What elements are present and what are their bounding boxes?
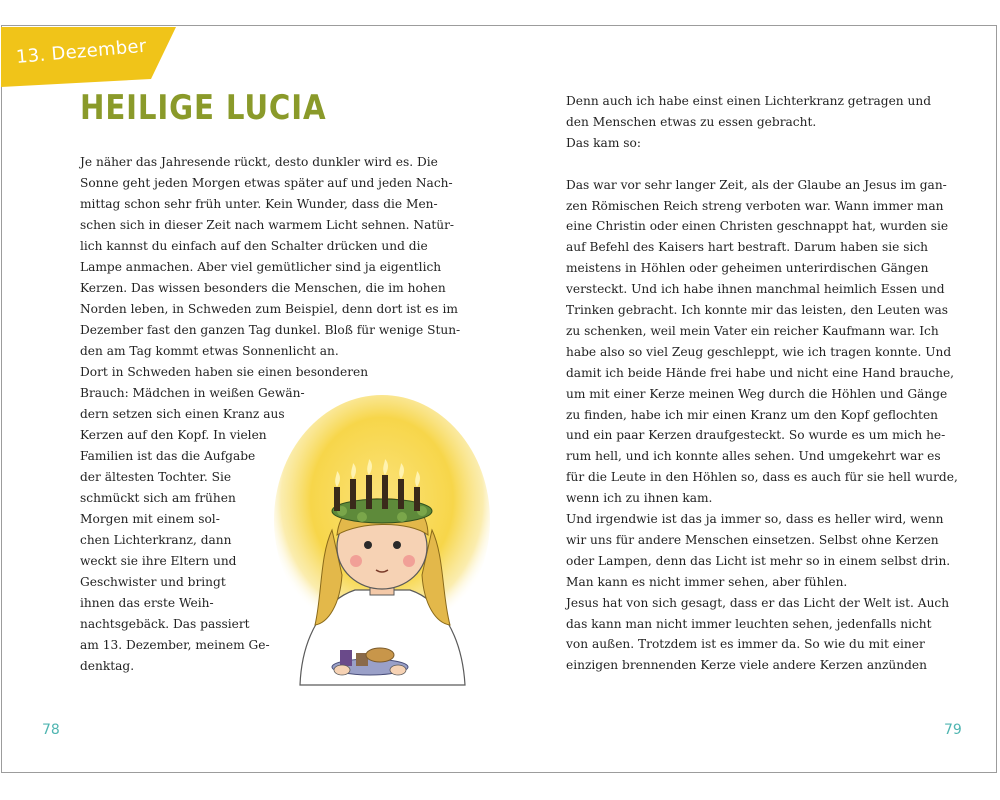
text-line: ihnen das erste Weih-: [80, 596, 214, 610]
text-line: damit ich beide Hände frei habe und nicht eine Hand brauche,: [566, 365, 955, 380]
text-line: oder Lampen, denn das Licht ist mehr so in einem selbst drin.: [566, 553, 951, 568]
text-line: schen sich in dieser Zeit nach warmem Licht sehnen. Natür-: [80, 218, 455, 232]
text-line: wir uns für andere Menschen einsetzen. Selbst ohne Kerzen: [566, 532, 939, 547]
text-line: das kann man nicht immer leuchten sehen, jedenfalls nicht: [566, 616, 932, 631]
text-line: weckt sie ihre Eltern und: [80, 554, 237, 568]
text-line: Norden leben, in Schweden zum Beispiel, denn dort ist es im: [80, 302, 458, 316]
text-line: chen Lichterkranz, dann: [80, 533, 232, 547]
text-line: meistens in Höhlen oder geheimen unterirdischen Gängen: [566, 261, 929, 276]
text-line: zu finden, habe ich mir einen Kranz um den Kopf geflochten: [566, 407, 939, 422]
text-line: nachtsgebäck. Das passiert: [80, 617, 250, 631]
text-line: zu schenken, weil mein Vater ein reicher Kaufmann war. Ich: [566, 323, 939, 338]
text-line: um mit einer Kerze meinen Weg durch die Höhlen und Gänge: [566, 386, 948, 401]
text-line: und ein paar Kerzen draufgesteckt. So wurde es um mich he-: [566, 428, 946, 443]
text-line: den Menschen etwas zu essen gebracht.: [566, 114, 817, 129]
text-line: Das kam so:: [566, 135, 641, 150]
lucia-girl-with-candle-wreath-icon: [270, 395, 495, 695]
date-label: 13. Dezember: [15, 35, 148, 68]
text-line: Dezember fast den ganzen Tag dunkel. Bloß für wenige Stun-: [80, 323, 461, 337]
text-line: Kerzen auf den Kopf. In vielen: [80, 428, 267, 442]
text-line: Jesus hat von sich gesagt, dass er das Licht der Welt ist. Auch: [566, 595, 950, 610]
text-line: denktag.: [80, 659, 135, 673]
text-line: Und irgendwie ist das ja immer so, dass es heller wird, wenn: [566, 512, 944, 526]
text-line: den am Tag kommt etwas Sonnenlicht an.: [80, 344, 339, 358]
text-line: Brauch: Mädchen in weißen Gewän-: [80, 386, 305, 400]
text-line: auf Befehl des Kaisers hart bestraft. Darum haben sie sich: [566, 240, 929, 255]
text-line: Trinken gebracht. Ich konnte mir das leisten, den Leuten was: [566, 303, 949, 317]
page-number-left: 78: [42, 722, 60, 738]
text-line: Das war vor sehr langer Zeit, als der Glaube an Jesus im gan-: [566, 177, 947, 192]
text-line: habe also so viel Zeug geschleppt, wie ich tragen konnte. Und: [566, 344, 952, 359]
text-line: rum hell, und ich konnte alles sehen. Und umgekehrt war es: [566, 449, 941, 464]
text-line: wenn ich zu ihnen kam.: [566, 491, 713, 506]
text-line: Lampe anmachen. Aber viel gemütlicher sind ja eigentlich: [80, 260, 442, 274]
text-line: Man kann es nicht immer sehen, aber fühlen.: [566, 574, 848, 589]
lucia-illustration: [270, 395, 495, 695]
text-line: dern setzen sich einen Kranz aus: [80, 407, 285, 421]
text-line: einzigen brennenden Kerze viele andere Kerzen anzünden: [566, 658, 927, 673]
text-line: Denn auch ich habe einst einen Lichterkranz getragen und: [566, 94, 932, 108]
text-line: versteckt. Und ich habe ihnen manchmal heimlich Essen und: [566, 282, 945, 297]
text-line: schmückt sich am frühen: [80, 491, 236, 505]
text-line: der ältesten Tochter. Sie: [80, 470, 232, 484]
text-line: Geschwister und bringt: [80, 575, 226, 589]
text-line: von außen. Trotzdem ist es immer da. So wie du mit einer: [566, 637, 925, 652]
page-number-right: 79: [944, 722, 962, 738]
text-line: für die Leute in den Höhlen so, dass es auch für sie hell wurde,: [566, 470, 958, 485]
text-line: Je näher das Jahresende rückt, desto dunkler wird es. Die: [80, 155, 438, 169]
text-line: Familien ist das die Aufgabe: [80, 449, 256, 463]
text-line: Dort in Schweden haben sie einen besonderen: [80, 365, 369, 379]
text-line: lich kannst du einfach auf den Schalter drücken und die: [80, 239, 428, 253]
page-title: HEILIGE LUCIA: [80, 88, 327, 128]
text-line: Kerzen. Das wissen besonders die Menschen, die im hohen: [80, 281, 446, 295]
text-line: zen Römischen Reich streng verboten war. Wann immer man: [566, 198, 944, 213]
text-line: am 13. Dezember, meinem Ge-: [80, 638, 270, 652]
text-line: Sonne geht jeden Morgen etwas später auf und jeden Nach-: [80, 176, 453, 190]
text-line: Morgen mit einem sol-: [80, 512, 220, 526]
text-line: mittag schon sehr früh unter. Kein Wunder, dass die Men-: [80, 197, 438, 211]
text-line: eine Christin oder einen Christen geschnappt hat, wurden sie: [566, 219, 949, 234]
